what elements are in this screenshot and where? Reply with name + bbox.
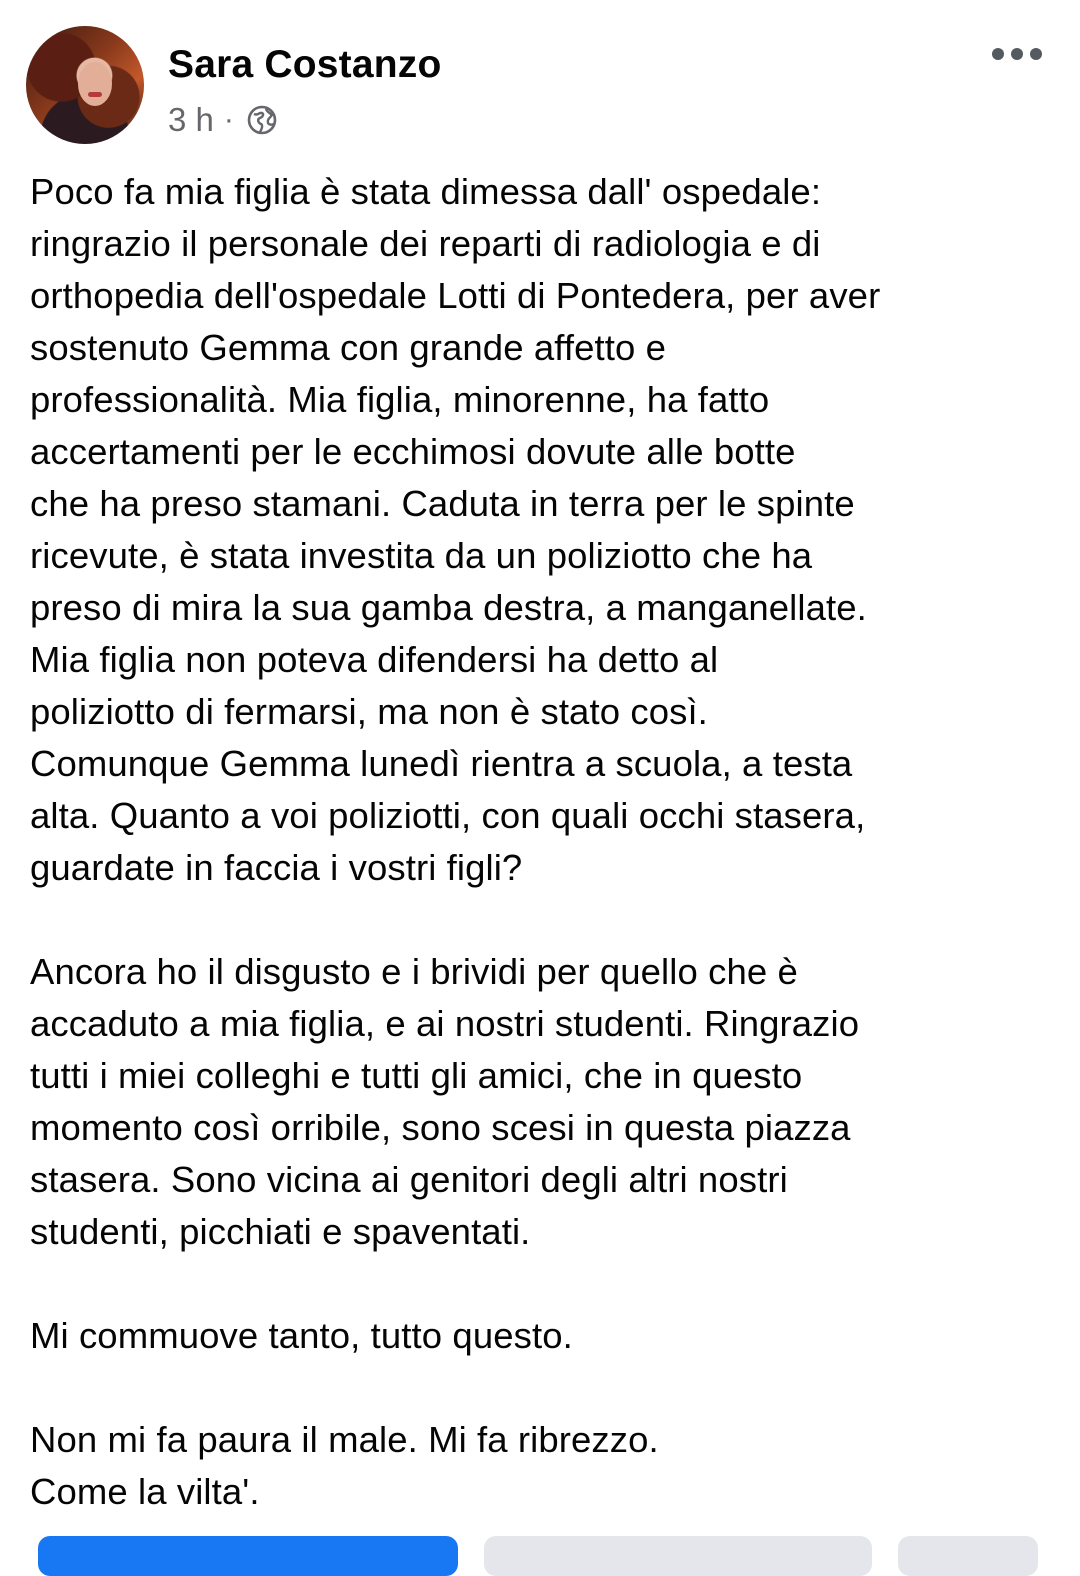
primary-action-button[interactable] xyxy=(38,1536,458,1576)
post-paragraph-2: Ancora ho il disgusto e i brividi per quello che è accaduto a mia figlia, e ai nostri studenti. Ringrazio tutti i miei colleghi e tutti gli amici, che in questo momento così orribile, sono scesi in questa piazza stasera. Sono vicina ai genitori degli altri nostri studenti, picchiati e spaventati. xyxy=(30,951,860,1252)
post-paragraph-3: Mi commuove tanto, tutto questo. xyxy=(30,1315,573,1356)
post-header xyxy=(0,0,1080,150)
more-dot xyxy=(1030,48,1042,60)
more-options-icon[interactable] xyxy=(992,42,1042,66)
post-timestamp[interactable]: 3 h xyxy=(168,101,214,138)
post-paragraph-4: Non mi fa paura il male. Mi fa ribrezzo. Come la vilta'. xyxy=(30,1419,659,1512)
avatar-face xyxy=(78,62,112,106)
globe-icon[interactable] xyxy=(246,104,278,136)
post-paragraph-1: Poco fa mia figlia è stata dimessa dall' ospedale: ringrazio il personale dei reparti di radiologia e di orthopedia dell'ospedale Lotti di Pontedera, per aver sostenuto Gemma con grande affetto e professionalità. Mia figlia, minorenne, ha fatto accertamenti per le ecchimosi dovute alle botte che ha preso stamani. Caduta in terra per le spinte ricevute, è stata investita da un poliziotto che ha preso di mira la sua gamba destra, a manganellate. Mia figlia non poteva difendersi ha detto al poliziotto di fermarsi, ma non è stato così. Comunque Gemma lunedì rientra a scuola, a testa alta. Quanto a voi poliziotti, con quali occhi stasera, guardate in faccia i vostri figli? xyxy=(30,171,881,888)
secondary-action-button[interactable] xyxy=(484,1536,872,1576)
tertiary-action-button[interactable] xyxy=(898,1536,1038,1576)
avatar-lips xyxy=(88,92,102,97)
post-meta xyxy=(168,98,278,142)
more-dot xyxy=(992,48,1004,60)
meta-separator: · xyxy=(223,103,234,136)
more-dot xyxy=(1011,48,1023,60)
author-name[interactable]: Sara Costanzo xyxy=(168,43,442,86)
post-actions xyxy=(0,1532,1080,1562)
avatar[interactable] xyxy=(26,26,144,144)
post-body xyxy=(30,166,1060,1518)
